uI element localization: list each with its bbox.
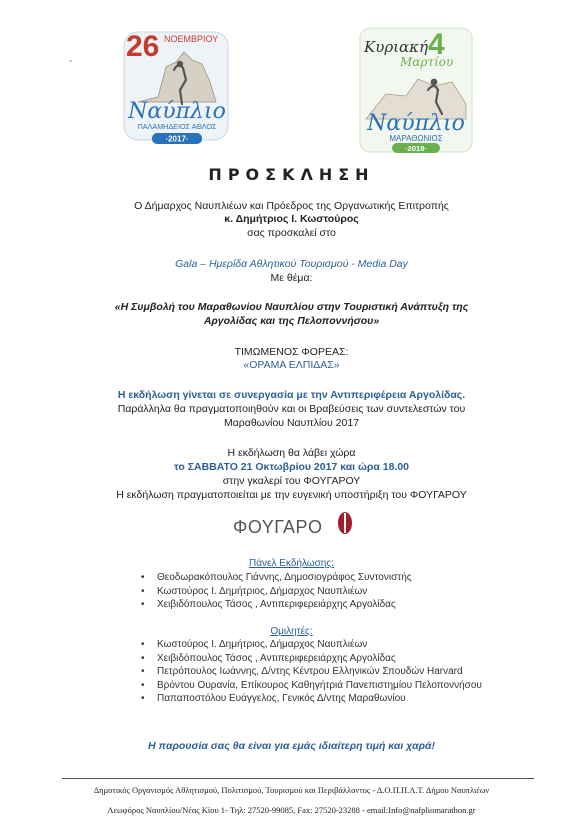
panel-heading: Πάνελ Εκδήλωσης: [249, 558, 334, 569]
list-item: • Παπαποστόλου Ευάγγελος, Γενικός Δ/ντης Μαραθωνίου [141, 692, 482, 706]
logo-day: 4 [428, 28, 445, 61]
panel-list [141, 571, 412, 612]
logo-year: ·2018· [405, 144, 427, 153]
theme-line-1: «Η Συμβολή του Μαραθωνίου Ναυπλίου στην Τουριστική Ανάπτυξη της [114, 301, 469, 313]
logo-subtitle: ΜΑΡΑΘΩΝΙΟΣ [389, 134, 443, 143]
list-item: • Πετρόπουλος Ιωάννης, Δ/ντης Κέντρου Ελληνικών Σπουδών Harvard [141, 665, 482, 679]
footer-organization: Δημοτικός Οργανισμός Αθλητισμού, Πολιτισμού, Τουρισμού και Περιβάλλοντος - Δ.Ο.Π.Π.Α.Τ. Δήμου Ναυπλιέων [93, 785, 490, 795]
fougaro-wordmark: ΦΟΥΓΑΡΟ [233, 517, 323, 537]
cooperation-line: Η εκδήλωση γίνεται σε συνεργασία με την Αντιπεριφέρεια Αργολίδας. [117, 389, 466, 401]
footer-contact: Λεωφόρος Ναυπλίου/Νέας Κίου 1- Τηλ: 27520-99085, Fax: 27520-23288 - email:Info@nafpliomarathon.gr [107, 805, 476, 815]
logo-day: 26 [126, 30, 160, 63]
logo-subtitle: ΠΑΛΑΜΗΔΕΙΟΣ ΑΘΛΟΣ [137, 122, 217, 131]
list-item: • Κωστούρος Ι. Δημήτριος, Δήμαρχος Ναυπλιέων [141, 585, 412, 599]
invitation-title: ΠΡΟΣΚΛΗΣΗ [208, 165, 375, 184]
list-item: • Θεοδωρακόπουλος Γιάννης, Δημοσιογράφος Συντονιστής [141, 571, 412, 585]
list-item: • Χειβιδόπουλος Τάσος , Αντιπεριφερειάρχης Αργολίδας [141, 652, 482, 666]
logo-year: ·2017· [165, 134, 189, 144]
list-item: • Κωστούρος Ι. Δημήτριος, Δήμαρχος Ναυπλιέων [141, 638, 482, 652]
logo-month: Μαρτίου [400, 55, 454, 69]
speakers-heading: Ομιλητές: [270, 626, 313, 637]
host-name: κ. Δημήτριος Ι. Κωστούρος [224, 213, 359, 225]
logo-month: ΝΟΕΜΒΡΙΟΥ [164, 34, 219, 44]
honored-name: «ΟΡΑΜΑ ΕΛΠΙΔΑΣ» [243, 359, 340, 371]
logo-weekday: Κυριακή [364, 38, 428, 56]
fougaro-logo [233, 509, 353, 541]
host-line: Ο Δήμαρχος Ναυπλιέων και Πρόεδρος της Οργανωτικής Επιτροπής [134, 200, 449, 212]
stray-mark: ` [69, 60, 73, 71]
event-name: Gala – Ημερίδα Αθλητικού Τουρισμού - Media Day [175, 258, 408, 270]
logo-city-name: Ναύπλιο [128, 99, 226, 124]
venue-line-1: Η εκδήλωση θα λάβει χώρα [227, 447, 356, 459]
logo-city-name: Ναύπλιο [367, 111, 465, 136]
list-item: • Βρόντου Ουρανία, Επίκουρος Καθηγήτριά Πανεπιστημίου Πελοποννήσου [141, 679, 482, 693]
marathonios-2018-logo [356, 24, 476, 156]
footer-divider [62, 778, 534, 779]
venue-line-3: στην γκαλερί του ΦΟΥΓΑΡΟΥ [222, 475, 361, 487]
invites-line: σας προσκαλεί στο [247, 227, 336, 239]
awards-line-2: Μαραθωνίου Ναυπλίου 2017 [223, 417, 360, 429]
honored-label: ΤΙΜΩΜΕΝΟΣ ΦΟΡΕΑΣ: [234, 346, 349, 358]
theme-line-2: Αργολίδας και της Πελοποννήσου» [203, 315, 380, 327]
sponsor-line: Η εκδήλωση πραγματοποιείται με την ευγενική υποστήριξη του ΦΟΥΓΑΡΟΥ [116, 489, 467, 501]
list-item: • Χειβιδόπουλος Τάσος , Αντιπεριφερειάρχης Αργολίδας [141, 598, 412, 612]
theme-label: Με θέμα: [270, 272, 313, 284]
venue-date-time: το ΣΑΒΒΑΤΟ 21 Οκτωβρίου 2017 και ώρα 18.00 [173, 461, 410, 473]
awards-line-1: Παράλληλα θα πραγματοποιηθούν και οι Βραβεύσεις των συντελεστών του [117, 403, 466, 415]
palamideios-athlos-2017-logo [118, 22, 236, 152]
speakers-list [141, 638, 482, 706]
closing-line: Η παρουσία σας θα είναι για εμάς ιδιαίτερη τιμή και χαρά! [148, 740, 435, 752]
